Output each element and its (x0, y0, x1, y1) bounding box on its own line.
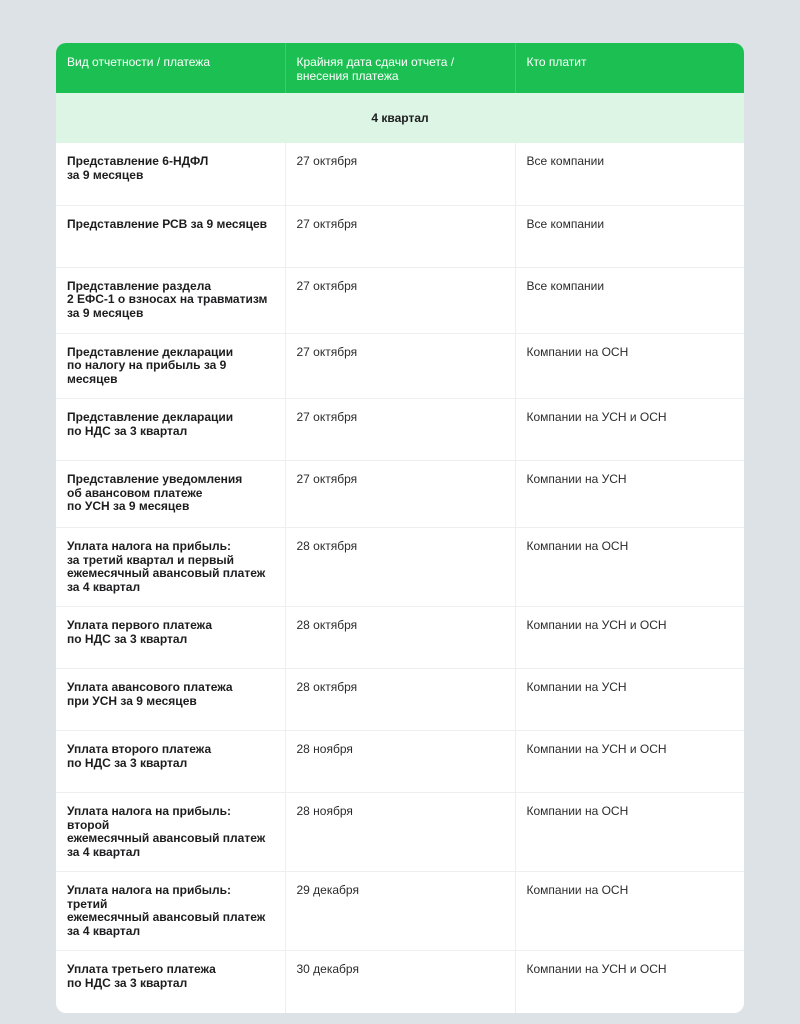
payer-cell: Компании на УСН и ОСН (515, 951, 744, 1013)
deadline-cell: 28 октября (285, 528, 515, 607)
table-row (56, 951, 744, 1013)
table-row (56, 731, 744, 793)
report-name-cell: Уплата третьего платежа по НДС за 3 квартал (56, 951, 285, 1013)
header-deadline: Крайняя дата сдачи отчета / внесения платежа (285, 43, 515, 93)
deadline-cell: 28 ноября (285, 731, 515, 793)
payer-cell: Компании на УСН (515, 461, 744, 528)
table-row (56, 399, 744, 461)
report-name-cell: Представление раздела 2 ЕФС-1 о взносах на травматизм за 9 месяцев (56, 267, 285, 333)
payer-cell: Все компании (515, 267, 744, 333)
payer-cell: Компании на УСН и ОСН (515, 607, 744, 669)
header-payer: Кто платит (515, 43, 744, 93)
deadline-cell: 28 ноября (285, 793, 515, 872)
deadline-cell: 27 октября (285, 399, 515, 461)
payer-cell: Компании на ОСН (515, 528, 744, 607)
payer-cell: Компании на ОСН (515, 872, 744, 951)
table-row (56, 669, 744, 731)
deadline-cell: 28 октября (285, 669, 515, 731)
report-name-cell: Представление декларации по налогу на прибыль за 9 месяцев (56, 333, 285, 399)
table-row (56, 461, 744, 528)
table-row (56, 333, 744, 399)
table-row (56, 607, 744, 669)
report-name-cell: Представление декларации по НДС за 3 квартал (56, 399, 285, 461)
table-row (56, 793, 744, 872)
payer-cell: Компании на ОСН (515, 793, 744, 872)
report-name-cell: Уплата налога на прибыль: третий ежемесячный авансовый платеж за 4 квартал (56, 872, 285, 951)
tax-calendar-table (56, 43, 744, 1013)
deadline-cell: 30 декабря (285, 951, 515, 1013)
deadline-cell: 27 октября (285, 267, 515, 333)
table-row (56, 143, 744, 205)
payer-cell: Все компании (526, 154, 605, 168)
section-row (56, 93, 744, 143)
table-row (56, 528, 744, 607)
payer-cell: Компании на ОСН (515, 333, 744, 399)
deadline-cell: 27 октября (285, 333, 515, 399)
table-row (56, 205, 744, 267)
report-name-cell: Представление РСВ за 9 месяцев (56, 205, 285, 267)
section-label: 4 квартал (56, 93, 744, 143)
report-name-cell: Представление уведомления об авансовом платеже по УСН за 9 месяцев (56, 461, 285, 528)
deadline-cell: 28 октября (285, 607, 515, 669)
deadline-cell: 27 октября (285, 205, 515, 267)
table-row (56, 872, 744, 951)
deadline-cell: 27 октября (285, 461, 515, 528)
deadline-cell: 27 октября (285, 143, 515, 205)
deadline-cell: 29 декабря (285, 872, 515, 951)
report-name-cell: Уплата налога на прибыль: второй ежемесячный авансовый платеж за 4 квартал (56, 793, 285, 872)
table-row (56, 267, 744, 333)
payer-cell: Компании на УСН (515, 669, 744, 731)
table-header-row (56, 43, 744, 93)
payer-cell: Компании на УСН и ОСН (515, 399, 744, 461)
report-name-cell: Уплата налога на прибыль: за третий квартал и первый ежемесячный авансовый платеж за 4 квартал (56, 528, 285, 607)
payer-cell: Все компании (515, 205, 744, 267)
report-name-cell: Уплата авансового платежа при УСН за 9 месяцев (56, 669, 285, 731)
report-name-cell: Уплата первого платежа по НДС за 3 квартал (56, 607, 285, 669)
header-report-type: Вид отчетности / платежа (56, 43, 285, 93)
payer-cell: Компании на УСН и ОСН (515, 731, 744, 793)
report-name-cell: Уплата второго платежа по НДС за 3 квартал (56, 731, 285, 793)
report-name-cell: Представление 6-НДФЛ за 9 месяцев (56, 143, 285, 205)
tax-calendar-card (56, 43, 744, 1013)
